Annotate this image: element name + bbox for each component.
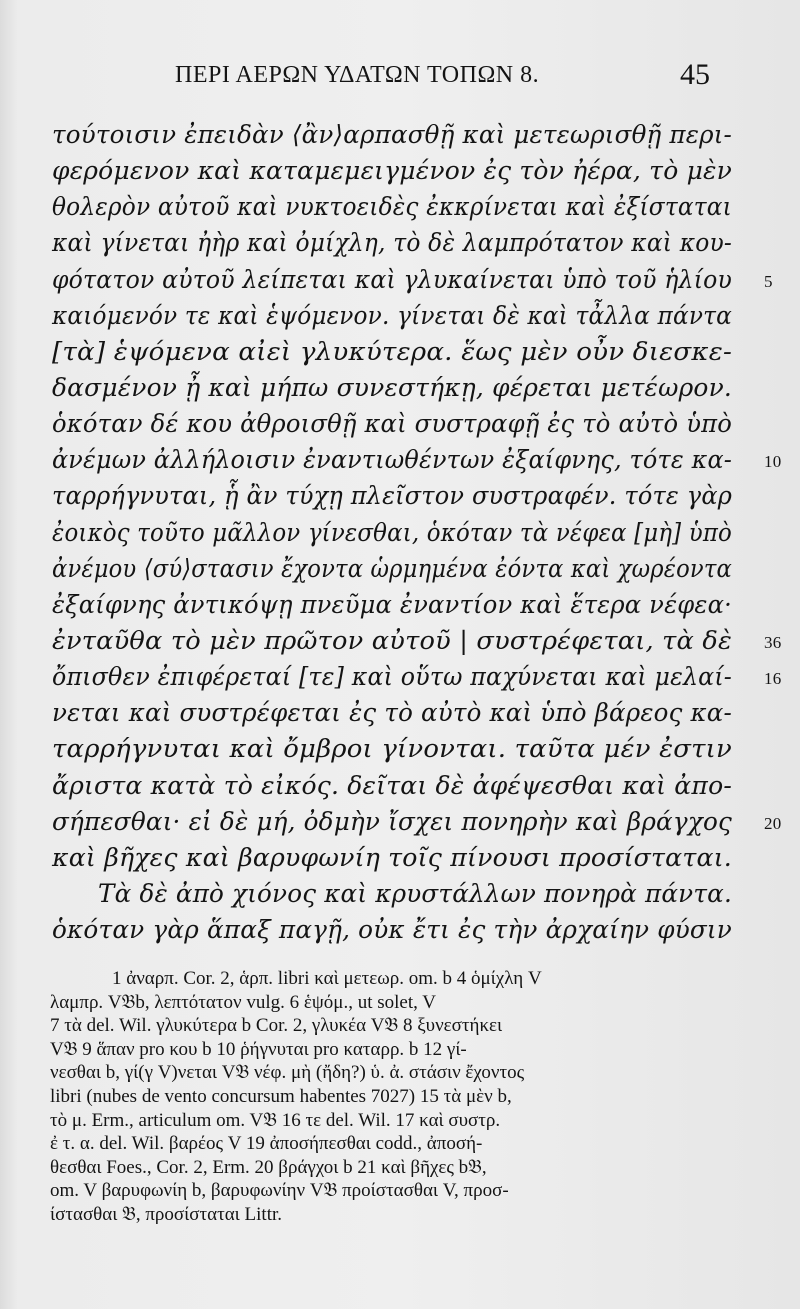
footnote-line: ίστασθαι 𝔅, προσίσταται Littr.: [50, 1203, 283, 1225]
line-text: φερόμενον καὶ καταμεμειγμένον ἐς τὸν ἠέρα, τὸ μὲν: [52, 156, 732, 186]
text-line: [52, 551, 742, 587]
critical-apparatus: [50, 967, 750, 1227]
line-text: σήπεσθαι· εἰ δὲ μή, ὀδμὴν ἴσχει πονηρὴν καὶ βράγχος: [52, 806, 732, 836]
page-number: 45: [680, 58, 710, 91]
text-line: [52, 370, 742, 406]
text-line: [52, 623, 782, 659]
text-line: [52, 334, 742, 370]
text-line: [52, 840, 742, 876]
text-line: [52, 442, 782, 478]
text-line: [52, 912, 742, 948]
text-line: [52, 659, 782, 695]
greek-body-text: [52, 117, 782, 948]
line-number: 20: [764, 813, 782, 833]
line-number: 36: [764, 632, 782, 652]
footnote-line: ἐ τ. α. del. Wil. βαρέος V 19 ἀποσήπεσθαι codd., ἀποσή-: [50, 1133, 483, 1155]
line-text: ὁκόταν δέ κου ἀθροισθῇ καὶ συστραφῇ ἐς τὸ αὐτὸ ὑπὸ: [52, 409, 732, 439]
text-line: [52, 587, 742, 623]
footnote-line: θεσθαι Foes., Cor. 2, Erm. 20 βράγχοι b 21 καὶ βῆχες b𝔅,: [50, 1156, 487, 1178]
text-line: [52, 731, 742, 767]
footnote-line: 7 τὰ del. Wil. γλυκύτερα b Cor. 2, γλυκέα V𝔅 8 ξυνεστήκει: [50, 1015, 503, 1037]
line-text: ὄπισθεν ἐπιφέρεταί [τε] καὶ οὕτω παχύνεται καὶ μελαί-: [52, 662, 732, 692]
text-line: [52, 298, 742, 334]
line-text: καὶ γίνεται ἠὴρ καὶ ὀμίχλη, τὸ δὲ λαμπρότατον καὶ κου-: [52, 228, 732, 258]
line-text: τούτοισιν ἐπειδὰν ⟨ἂν⟩αρπασθῇ καὶ μετεωρισθῇ περι-: [52, 120, 732, 149]
text-line: [52, 406, 742, 442]
line-text: [τὰ] ἑψόμενα αἰεὶ γλυκύτερα. ἕως μὲν οὖν διεσκε-: [52, 336, 732, 366]
text-line: [52, 515, 742, 551]
line-text: φότατον αὐτοῦ λείπεται καὶ γλυκαίνεται ὑπὸ τοῦ ἡλίου: [52, 264, 732, 294]
page-header: [0, 56, 800, 96]
footnote-line: τὸ μ. Erm., articulum om. V𝔅 16 τε del. Wil. 17 καὶ συστρ.: [50, 1109, 501, 1131]
line-text: Τὰ δὲ ἀπὸ χιόνος καὶ κρυστάλλων πονηρὰ πάντα.: [98, 878, 732, 908]
footnote-line: libri (nubes de vento concursum habentes 7027) 15 τὰ μὲν b,: [50, 1085, 512, 1107]
line-text: θολερὸν αὐτοῦ καὶ νυκτοειδὲς ἐκκρίνεται καὶ ἐξίσταται: [52, 192, 732, 222]
line-text: ἄριστα κατὰ τὸ εἰκός. δεῖται δὲ ἀφέψεσθαι καὶ ἀπο-: [52, 770, 732, 800]
line-text: ἐοικὸς τοῦτο μᾶλλον γίνεσθαι, ὁκόταν τὰ νέφεα [μὴ] ὑπὸ: [52, 517, 732, 547]
line-text: ἐξαίφνης ἀντικόψῃ πνεῦμα ἐναντίον καὶ ἕτερα νέφεα·: [52, 589, 732, 619]
footnote-line: 1 ἀναρπ. Cor. 2, ἁρπ. libri καὶ μετεωρ. om. b 4 ὁμίχλη V: [112, 968, 542, 989]
text-line: [52, 478, 742, 514]
footnote-line: V𝔅 9 ἅπαν pro κου b 10 ῥήγνυται pro καταρρ. b 12 γί-: [50, 1038, 467, 1060]
line-text: ὁκόταν γὰρ ἅπαξ παγῇ, οὐκ ἔτι ἐς τὴν ἀρχαίην φύσιν: [52, 915, 732, 945]
text-line: [52, 804, 782, 840]
line-text: ἐνταῦθα τὸ μὲν πρῶτον αὐτοῦ | συστρέφεται, τὰ δὲ: [52, 625, 732, 655]
line-text: ἀνέμων ἀλλήλοισιν ἐναντιωθέντων ἐξαίφνης, τότε κα-: [52, 445, 732, 475]
line-number: 5: [764, 271, 773, 291]
line-text: καιόμενόν τε καὶ ἑψόμενον. γίνεται δὲ καὶ τἆλλα πάντα: [52, 300, 732, 330]
text-line: [52, 262, 773, 298]
text-line: [52, 876, 742, 912]
line-number: 16: [764, 669, 782, 689]
line-text: νεται καὶ συστρέφεται ἐς τὸ αὐτὸ καὶ ὑπὸ βάρεος κα-: [52, 698, 732, 728]
text-line: [52, 225, 742, 261]
text-line: [52, 189, 742, 225]
line-text: καὶ βῆχες καὶ βαρυφωνίη τοῖς πίνουσι προσίσταται.: [52, 842, 733, 872]
line-text: δασμένον ᾖ καὶ μήπω συνεστήκῃ, φέρεται μετέωρον.: [52, 372, 732, 402]
line-text: ταρρήγνυται καὶ ὄμβροι γίνονται. ταῦτα μέν ἐστιν: [52, 734, 732, 764]
footnote-line: om. V βαρυφωνίη b, βαρυφωνίην V𝔅 προίστασθαι V, προσ-: [50, 1180, 509, 1202]
running-head: ΠΕΡΙ ΑΕΡΩΝ ΥΔΑΤΩΝ ΤΟΠΩΝ 8.: [175, 62, 540, 88]
footnote-line: λαμπρ. V𝔅b, λεπτότατον vulg. 6 ἑψόμ., ut solet, V: [50, 991, 436, 1013]
footnote-line: νεσθαι b, γί(γ V)νεται V𝔅 νέφ. μὴ (ἤδη?) ὑ. ἀ. στάσιν ἔχοντος: [50, 1062, 525, 1084]
line-number: 10: [764, 452, 782, 472]
text-line: [52, 768, 742, 804]
line-text: ταρρήγνυται, ᾗ ἂν τύχῃ πλεῖστον συστραφέν. τότε γὰρ: [52, 481, 732, 511]
text-line: [52, 117, 742, 153]
text-line: [52, 153, 742, 189]
text-line: [52, 695, 742, 731]
line-text: ἀνέμου ⟨σύ⟩στασιν ἔχοντα ὡρμημένα ἐόντα καὶ χωρέοντα: [52, 553, 732, 583]
